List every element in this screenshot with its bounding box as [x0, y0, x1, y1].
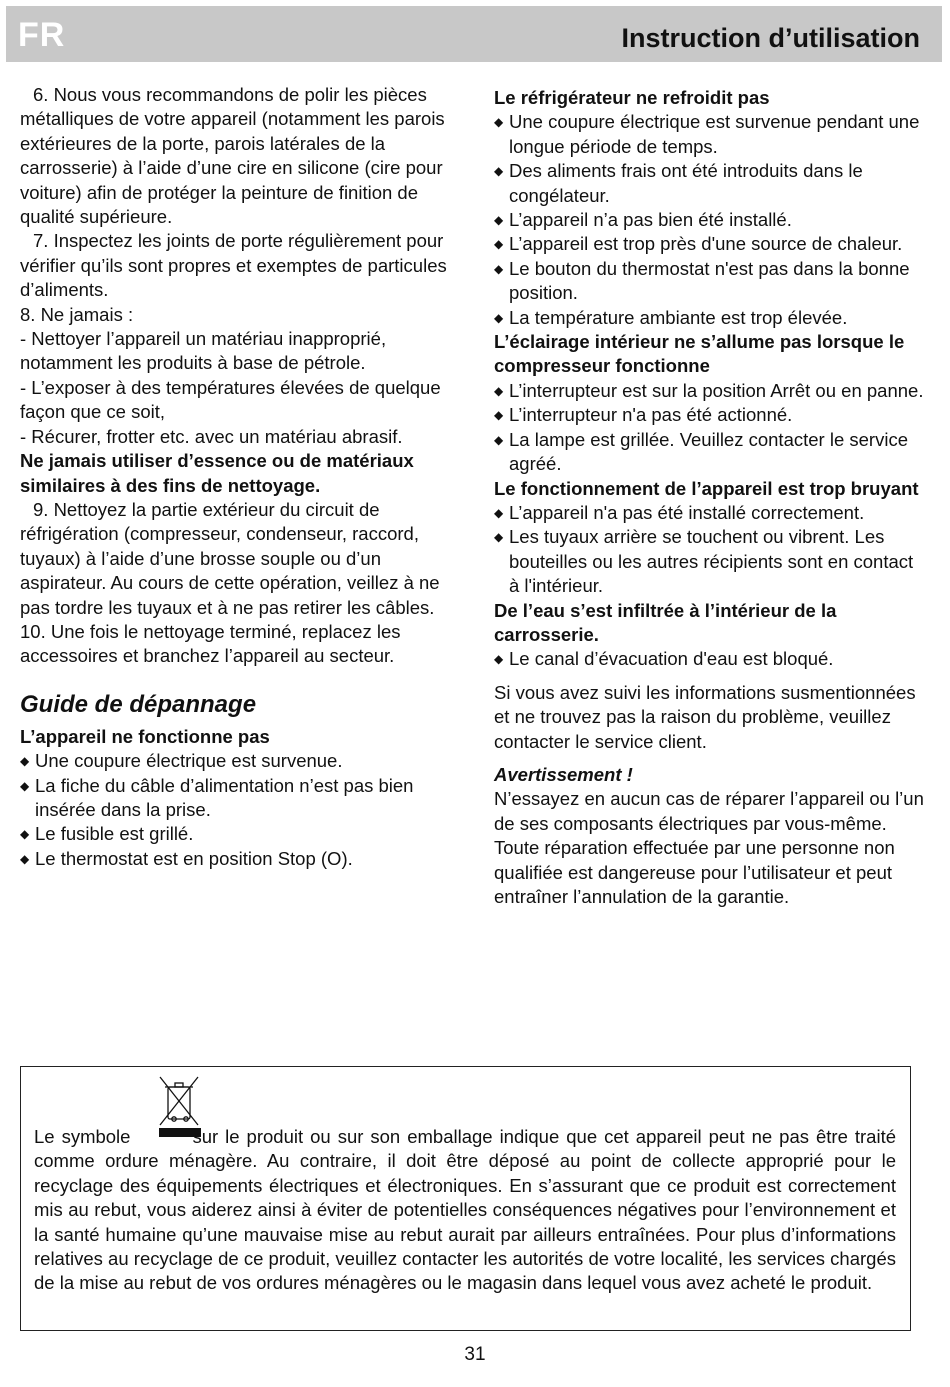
list-item: ◆ L’appareil est trop près d'une source de chaleur.: [494, 232, 926, 256]
paragraph-10: 10. Une fois le nettoyage terminé, replacez les accessoires et branchez l’appareil au secteur.: [20, 620, 401, 667]
paragraph-8-item-3: - Récurer, frotter etc. avec un matériau abrasif.: [20, 425, 403, 447]
list-item: ◆ Une coupure électrique est survenue pendant une longue période de temps.: [494, 111, 920, 157]
header-title: Instruction d’utilisation: [621, 23, 920, 53]
diamond-bullet-icon: ◆: [20, 778, 30, 793]
diamond-bullet-icon: ◆: [494, 432, 504, 447]
recycling-text-rest: sur le produit ou sur son emballage indique que cet appareil peut ne pas être traité comme ordure ménagère. Au contraire, il doit être déposé au point de collecte approprié pour le recyclage des équipements électriques et électroniques. En s’assurant que ce produit est correctement mis au rebut, vous aiderez ainsi à éviter de potentielles conséquences négatives pour l’environnement et la santé humaine qu’une mauvaise mise au rebut aurait par ailleurs entraînées. Pour plus d’informations relatives au recyclage de ce produit, veuillez contacter les autorités de votre localité, les services chargés de la mise au rebut de vos ordures ménagères ou le magasin dans lequel vous avez acheté le produit.: [34, 1126, 896, 1294]
recycling-text-start: Le symbole: [34, 1126, 131, 1147]
diamond-bullet-icon: ◆: [494, 115, 504, 130]
paragraph-9: 9. Nettoyez la partie extérieur du circuit de réfrigération (compresseur, condenseur, raccord, tuyaux) à l’aide d’une brosse souple ou d’un aspirateur. Au cours de cette opération, veillez à ne pas tordre les tuyaux et à ne pas retirer les câbles.: [20, 498, 440, 618]
paragraph-7: 7. Inspectez les joints de porte régulièrement pour vérifier qu’ils sont propres et exemptes de particules d’aliments.: [20, 230, 447, 301]
diamond-bullet-icon: ◆: [494, 530, 504, 545]
recycling-text: [34, 1125, 896, 1296]
paragraph-6: 6. Nous vous recommandons de polir les pièces métalliques de votre appareil (notamment les parois extérieures de la porte, parois latérales de la carrosserie) à l’aide d’une cire en silicone (cire pour voiture) afin de protéger la peinture de finition de qualité supérieure.: [20, 84, 445, 228]
followup-text: Si vous avez suivi les informations susmentionnées et ne trouvez pas la raison du problème, veuillez contacter le service client.: [494, 681, 916, 752]
warning-text: N’essayez en aucun cas de réparer l’appareil ou l’un de ses composants électriques par vous-même. Toute réparation effectuée par une personne non qualifiée est dangereuse pour l’utilisateur et peut entraîner l’annulation de la garantie.: [494, 788, 924, 907]
diamond-bullet-icon: ◆: [494, 261, 504, 276]
diamond-bullet-icon: ◆: [494, 383, 504, 398]
diamond-bullet-icon: ◆: [494, 310, 504, 325]
list-item: ◆ La fiche du câble d’alimentation n’est pas bien insérée dans la prise.: [20, 774, 414, 820]
list-item: ◆ La température ambiante est trop élevée.: [494, 306, 926, 330]
diamond-bullet-icon: ◆: [20, 754, 30, 769]
language-code: FR: [18, 16, 66, 54]
troubleshooting-heading: Guide de dépannage: [20, 690, 257, 718]
diamond-bullet-icon: ◆: [20, 827, 30, 842]
list-item: ◆ Le fusible est grillé.: [20, 822, 468, 846]
page-header: [6, 6, 942, 62]
section-not-working-title: L’appareil ne fonctionne pas: [20, 725, 270, 747]
warning-title: Avertissement !: [494, 763, 633, 785]
list-item: ◆ L’interrupteur n'a pas été actionné.: [494, 403, 926, 427]
list-item: ◆ Une coupure électrique est survenue.: [20, 749, 468, 773]
page-number: 31: [464, 1344, 486, 1365]
diamond-bullet-icon: ◆: [494, 213, 504, 228]
section-noise-title: Le fonctionnement de l’appareil est trop bruyant: [494, 477, 919, 499]
list-item: ◆ Les tuyaux arrière se touchent ou vibrent. Les bouteilles ou les autres récipients sont en contact à l'intérieur.: [494, 526, 914, 597]
diamond-bullet-icon: ◆: [20, 851, 30, 866]
diamond-bullet-icon: ◆: [494, 164, 504, 179]
fuel-warning: Ne jamais utiliser d’essence ou de matériaux similaires à des fins de nettoyage.: [20, 450, 414, 496]
list-item: ◆ Des aliments frais ont été introduits dans le congélateur.: [494, 160, 863, 206]
paragraph-8-item-2: - L’exposer à des températures élevées de quelque façon que ce soit,: [20, 376, 441, 423]
list-item: ◆ La lampe est grillée. Veuillez contacter le service agréé.: [494, 428, 908, 475]
list-item: ◆ Le canal d’évacuation d'eau est bloqué.: [494, 647, 926, 671]
section-water-title: De l’eau s’est infiltrée à l’intérieur de la carrosserie.: [494, 599, 837, 645]
paragraph-8: 8. Ne jamais :: [20, 303, 134, 325]
list-item: ◆ L’interrupteur est sur la position Arrêt ou en panne.: [494, 379, 926, 403]
section-not-cooling-title: Le réfrigérateur ne refroidit pas: [494, 87, 770, 108]
list-item: ◆ Le bouton du thermostat n'est pas dans la bonne position.: [494, 257, 910, 304]
list-item: ◆ L’appareil n'a pas été installé correctement.: [494, 501, 926, 525]
diamond-bullet-icon: ◆: [494, 505, 504, 520]
list-item: ◆ Le thermostat est en position Stop (O).: [20, 847, 468, 871]
left-column: [20, 83, 468, 871]
recycling-notice: [20, 1066, 911, 1331]
diamond-bullet-icon: ◆: [494, 408, 504, 423]
right-column: [494, 86, 926, 909]
list-item: ◆ L’appareil n’a pas bien été installé.: [494, 208, 926, 232]
section-light-title: L’éclairage intérieur ne s’allume pas lorsque le compresseur fonctionne: [494, 331, 905, 377]
diamond-bullet-icon: ◆: [494, 652, 504, 667]
paragraph-8-item-1: - Nettoyer l’appareil un matériau inapproprié, notamment les produits à base de pétrole.: [20, 328, 387, 374]
diamond-bullet-icon: ◆: [494, 237, 504, 252]
